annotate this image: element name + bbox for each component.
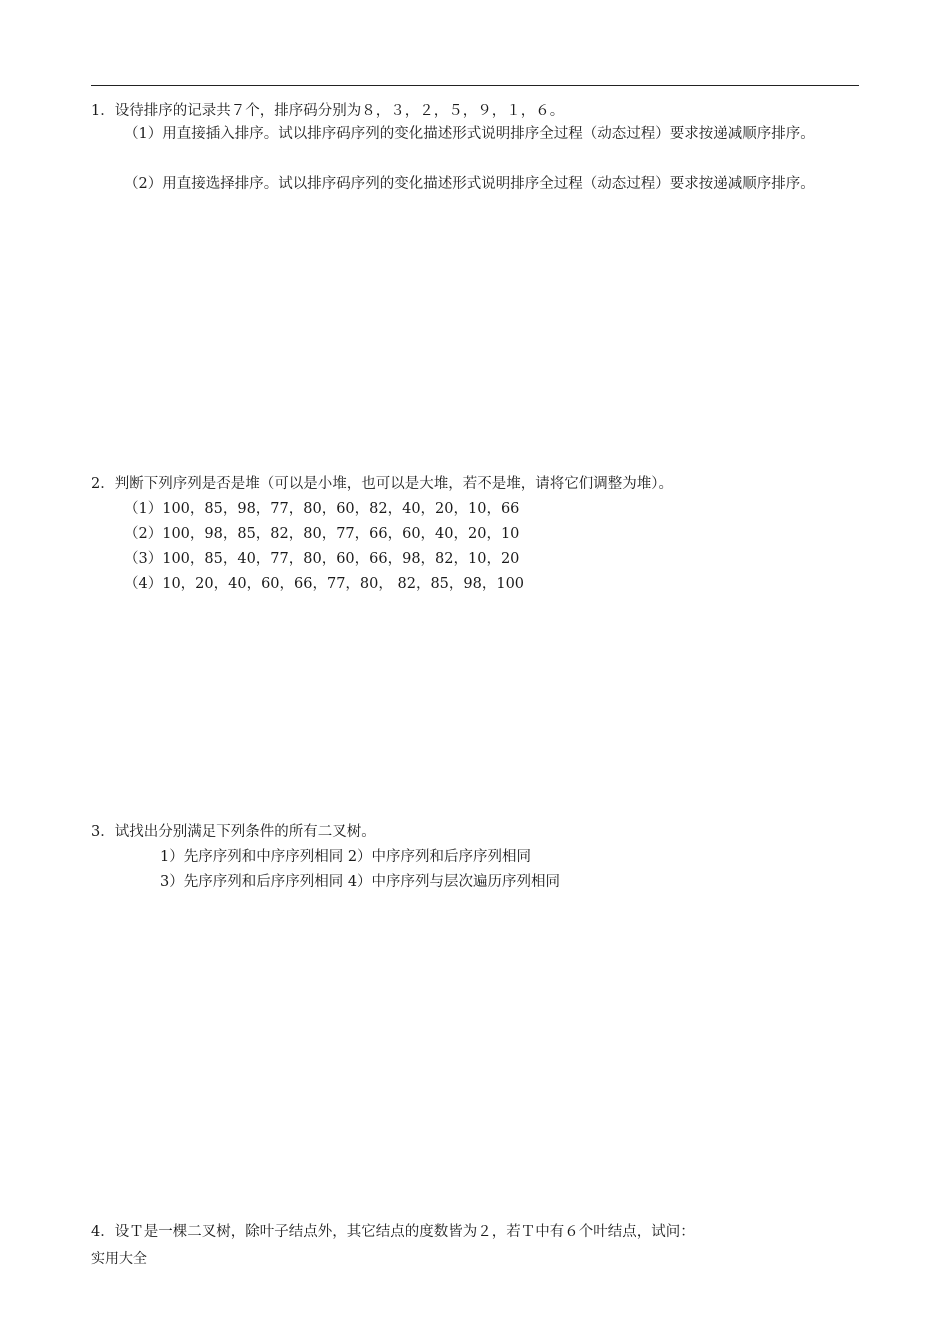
q2-stem: 2．判断下列序列是否是堆（可以是小堆，也可以是大堆，若不是堆，请将它们调整为堆）。 bbox=[91, 476, 673, 492]
page-footer: 实用大全 bbox=[91, 1251, 147, 1267]
q1-part1: （1）用直接插入排序。试以排序码序列的变化描述形式说明排序全过程（动态过程）要求按递减顺序排序。 bbox=[124, 126, 815, 142]
q2-item: （4）10，20，40，60，66，77，80， 82，85，98，100 bbox=[124, 576, 525, 592]
q3-conditions-row2: 3）先序序列和后序序列相同 4）中序序列与层次遍历序列相同 bbox=[160, 874, 561, 890]
q4-stem: 4．设Ｔ是一棵二叉树，除叶子结点外，其它结点的度数皆为２，若Ｔ中有６个叶结点，试问： bbox=[91, 1224, 695, 1240]
q3-stem: 3．试找出分别满足下列条件的所有二叉树。 bbox=[91, 824, 376, 840]
q1-part2: （2）用直接选择排序。试以排序码序列的变化描述形式说明排序全过程（动态过程）要求按递减顺序排序。 bbox=[124, 176, 815, 192]
q2-item: （2）100，98，85，82，80，77，66，60，40，20，10 bbox=[124, 526, 520, 542]
header-rule bbox=[91, 85, 859, 86]
q2-item: （3）100，85，40，77，80，60，66，98，82，10，20 bbox=[124, 551, 520, 567]
q3-conditions-row1: 1）先序序列和中序序列相同 2）中序序列和后序序列相同 bbox=[160, 849, 532, 865]
q1-stem: 1．设待排序的记录共７个，排序码分别为８，３，２，５，９，１，６。 bbox=[91, 103, 565, 119]
q2-item: （1）100，85，98，77，80，60，82，40，20，10，66 bbox=[124, 501, 520, 517]
